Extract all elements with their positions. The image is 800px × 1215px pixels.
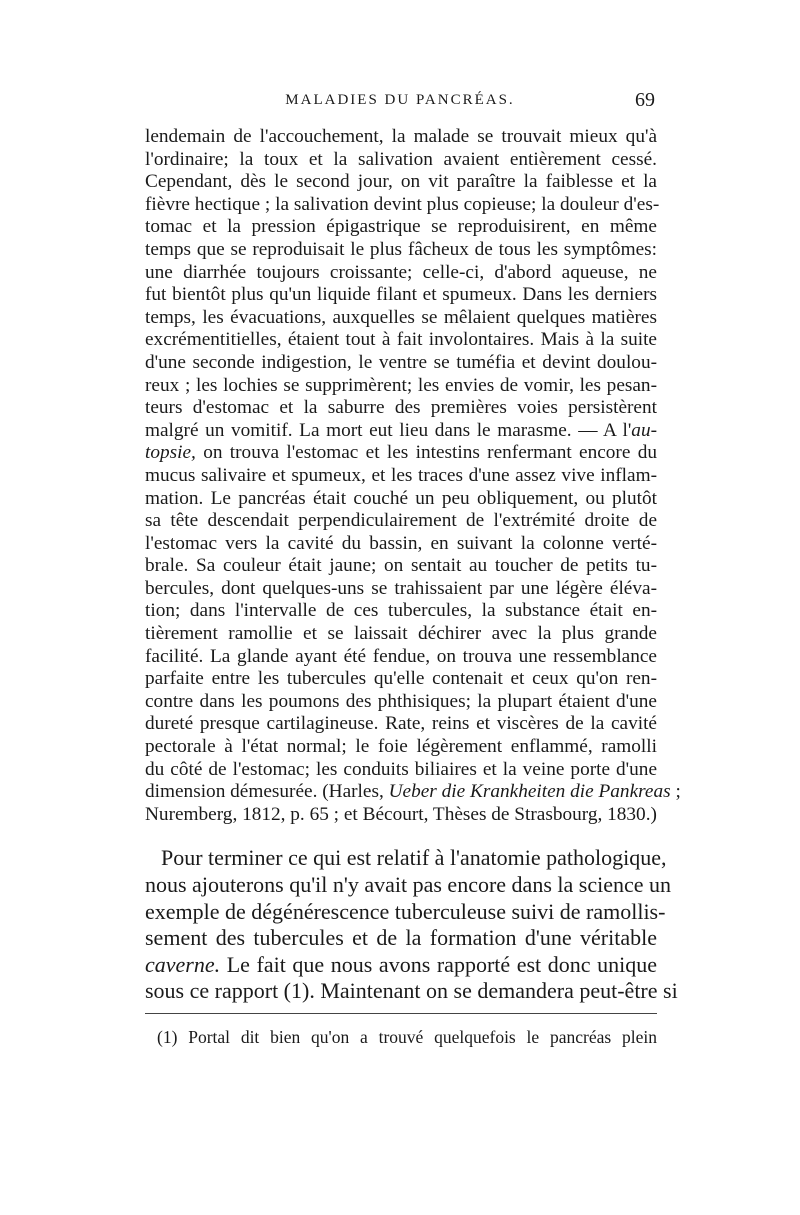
italic-segment: topsie, — [145, 442, 196, 464]
text-line: lendemain de l'accouchement, la malade se trouvait mieux qu'à — [145, 126, 657, 147]
body-text — [145, 126, 681, 1005]
text-segment: ; — [670, 781, 681, 803]
text-line: d'une seconde indigestion, le ventre se tuméfia et devint doulou- — [145, 351, 657, 373]
text-segment: on trouva l'estomac et les intestins renfermant encore du — [195, 442, 657, 464]
text-line: contre dans les poumons des phthisiques; la plupart étaient d'une — [145, 690, 657, 712]
text-line: tièrement ramollie et se laissait déchirer avec la plus grande — [145, 623, 657, 645]
italic-segment: caverne. — [145, 951, 221, 977]
text-line: facilité. La glande ayant été fendue, on trouva une ressemblance — [145, 645, 657, 667]
text-line: l'ordinaire; la toux et la salivation avaient entièrement cessé. — [145, 148, 657, 170]
text-line: dureté presque cartilagineuse. Rate, reins et viscères de la cavité — [145, 713, 657, 735]
footnote-rule — [145, 1013, 657, 1014]
italic-segment: Ueber die Krankheiten die Pankreas — [388, 781, 671, 803]
text-line: parfaite entre les tubercules qu'elle contenait et ceux qu'on ren- — [145, 668, 657, 690]
text-line: mucus salivaire et spumeux, et les traces d'une assez vive inflam- — [145, 464, 657, 486]
text-line: brale. Sa couleur était jaune; on sentait au toucher de petits tu- — [145, 555, 657, 577]
text-line: l'estomac vers la cavité du bassin, en suivant la colonne verté- — [145, 532, 657, 554]
text-line: temps, les évacuations, auxquelles se mêlaient quelques matières — [145, 306, 657, 328]
text-line: exemple de dégénérescence tuberculeuse suivi de ramollis- — [145, 898, 666, 924]
text-line: du côté de l'estomac; les conduits biliaires et la veine porte d'une — [145, 758, 657, 780]
text-line: Pour terminer ce qui est relatif à l'anatomie pathologique, — [161, 845, 667, 871]
text-line: fut bientôt plus qu'un liquide filant et spumeux. Dans les derniers — [145, 284, 657, 306]
text-line: tomac et la pression épigastrique se reproduisirent, en même — [145, 216, 657, 238]
running-title: MALADIES DU PANCRÉAS. — [285, 92, 515, 108]
text-line: excrémentitielles, étaient tout à fait involontaires. Mais à la suite — [145, 329, 657, 351]
text-line — [145, 442, 657, 465]
text-line: temps que se reproduisait le plus fâcheux de tous les symptômes: — [145, 238, 657, 260]
page-number: 69 — [635, 89, 655, 111]
text-line: sement des tubercules et de la formation d'une véritable — [145, 925, 657, 951]
text-segment: malgré un vomitif. La mort eut lieu dans le marasme. — A l' — [145, 419, 632, 441]
text-line: reux ; les lochies se supprimèrent; les envies de vomir, les pesan- — [145, 374, 657, 396]
text-line — [145, 781, 681, 804]
text-line: sous ce rapport (1). Maintenant on se demandera peut-être si — [145, 978, 678, 1004]
text-line: Nuremberg, 1812, p. 65 ; et Bécourt, Thèses de Strasbourg, 1830.) — [145, 803, 657, 825]
text-line: pectorale à l'état normal; le foie légèrement enflammé, ramolli — [145, 736, 657, 758]
text-line: fièvre hectique ; la salivation devint plus copieuse; la douleur d'es- — [145, 193, 660, 215]
text-line — [145, 952, 657, 979]
main-paragraph — [145, 845, 678, 1005]
text-line: nous ajouterons qu'il n'y avait pas encore dans la science un — [145, 872, 671, 897]
text-line: mation. Le pancréas était couché un peu obliquement, ou plutôt — [145, 487, 657, 509]
text-segment: dimension démesurée. (Harles, — [145, 781, 389, 803]
text-segment: Le fait que nous avons rapporté est donc unique — [220, 951, 657, 977]
text-line — [145, 420, 657, 443]
page-header — [145, 89, 655, 120]
text-line: teurs d'estomac et la saburre des premières voies persistèrent — [145, 397, 657, 419]
italic-segment: au- — [631, 419, 657, 441]
text-line: une diarrhée toujours croissante; celle-ci, d'abord aqueuse, ne — [145, 261, 657, 283]
text-line: Cependant, dès le second jour, on vit paraître la faiblesse et la — [145, 171, 657, 193]
case-report-paragraph — [145, 126, 681, 826]
text-line: sa tête descendait perpendiculairement de l'extrémité droite de — [145, 510, 657, 532]
text-line: tion; dans l'intervalle de ces tubercules, la substance était en- — [145, 600, 657, 622]
text-line: bercules, dont quelques-uns se trahissaient par une légère éléva- — [145, 577, 657, 599]
footnote: (1) Portal dit bien qu'on a trouvé quelquefois le pancréas plein — [157, 1027, 657, 1047]
